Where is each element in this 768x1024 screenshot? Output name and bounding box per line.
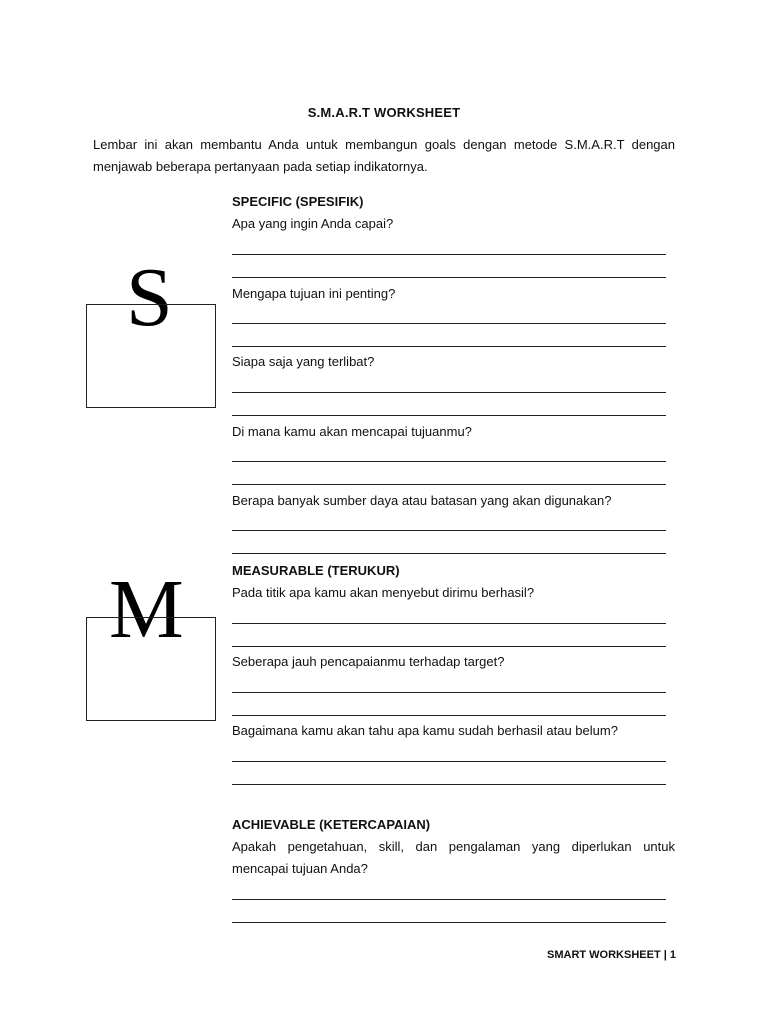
answer-line[interactable] bbox=[232, 784, 666, 785]
answer-line[interactable] bbox=[232, 553, 666, 554]
answer-line[interactable] bbox=[232, 761, 666, 762]
intro-paragraph: Lembar ini akan membantu Anda untuk membangun goals dengan metode S.M.A.R.T dengan menjawab beberapa pertanyaan pada setiap indikatornya. bbox=[93, 137, 675, 174]
specific-heading: SPECIFIC (SPESIFIK) bbox=[232, 194, 364, 209]
letter-m: M bbox=[109, 563, 184, 656]
worksheet-title: S.M.A.R.T WORKSHEET bbox=[307, 105, 461, 120]
answer-line[interactable] bbox=[232, 692, 666, 693]
answer-line[interactable] bbox=[232, 392, 666, 393]
specific-question-3: Siapa saja yang terlibat? bbox=[232, 354, 375, 369]
answer-line[interactable] bbox=[232, 415, 666, 416]
achievable-question-1: Apakah pengetahuan, skill, dan pengalaman yang diperlukan untuk mencapai tujuan Anda? bbox=[232, 839, 675, 876]
page-footer: SMART WORKSHEET | 1 bbox=[547, 949, 676, 961]
specific-question-4: Di mana kamu akan mencapai tujuanmu? bbox=[232, 424, 472, 439]
specific-question-2: Mengapa tujuan ini penting? bbox=[232, 286, 396, 301]
measurable-question-1: Pada titik apa kamu akan menyebut dirimu berhasil? bbox=[232, 585, 535, 600]
answer-line[interactable] bbox=[232, 346, 666, 347]
measurable-answer-box[interactable] bbox=[86, 617, 216, 721]
answer-line[interactable] bbox=[232, 530, 666, 531]
specific-question-1: Apa yang ingin Anda capai? bbox=[232, 216, 394, 231]
answer-line[interactable] bbox=[232, 254, 666, 255]
achievable-heading: ACHIEVABLE (KETERCAPAIAN) bbox=[232, 817, 431, 832]
answer-line[interactable] bbox=[232, 899, 666, 900]
measurable-question-2: Seberapa jauh pencapaianmu terhadap target? bbox=[232, 654, 505, 669]
answer-line[interactable] bbox=[232, 277, 666, 278]
answer-line[interactable] bbox=[232, 715, 666, 716]
answer-line[interactable] bbox=[232, 922, 666, 923]
answer-line[interactable] bbox=[232, 484, 666, 485]
answer-line[interactable] bbox=[232, 646, 666, 647]
specific-question-5: Berapa banyak sumber daya atau batasan yang akan digunakan? bbox=[232, 493, 612, 508]
measurable-question-3: Bagaimana kamu akan tahu apa kamu sudah berhasil atau belum? bbox=[232, 723, 618, 738]
letter-s: S bbox=[126, 251, 173, 344]
specific-answer-box[interactable] bbox=[86, 304, 216, 408]
answer-line[interactable] bbox=[232, 623, 666, 624]
measurable-heading: MEASURABLE (TERUKUR) bbox=[232, 563, 400, 578]
answer-line[interactable] bbox=[232, 461, 666, 462]
answer-line[interactable] bbox=[232, 323, 666, 324]
